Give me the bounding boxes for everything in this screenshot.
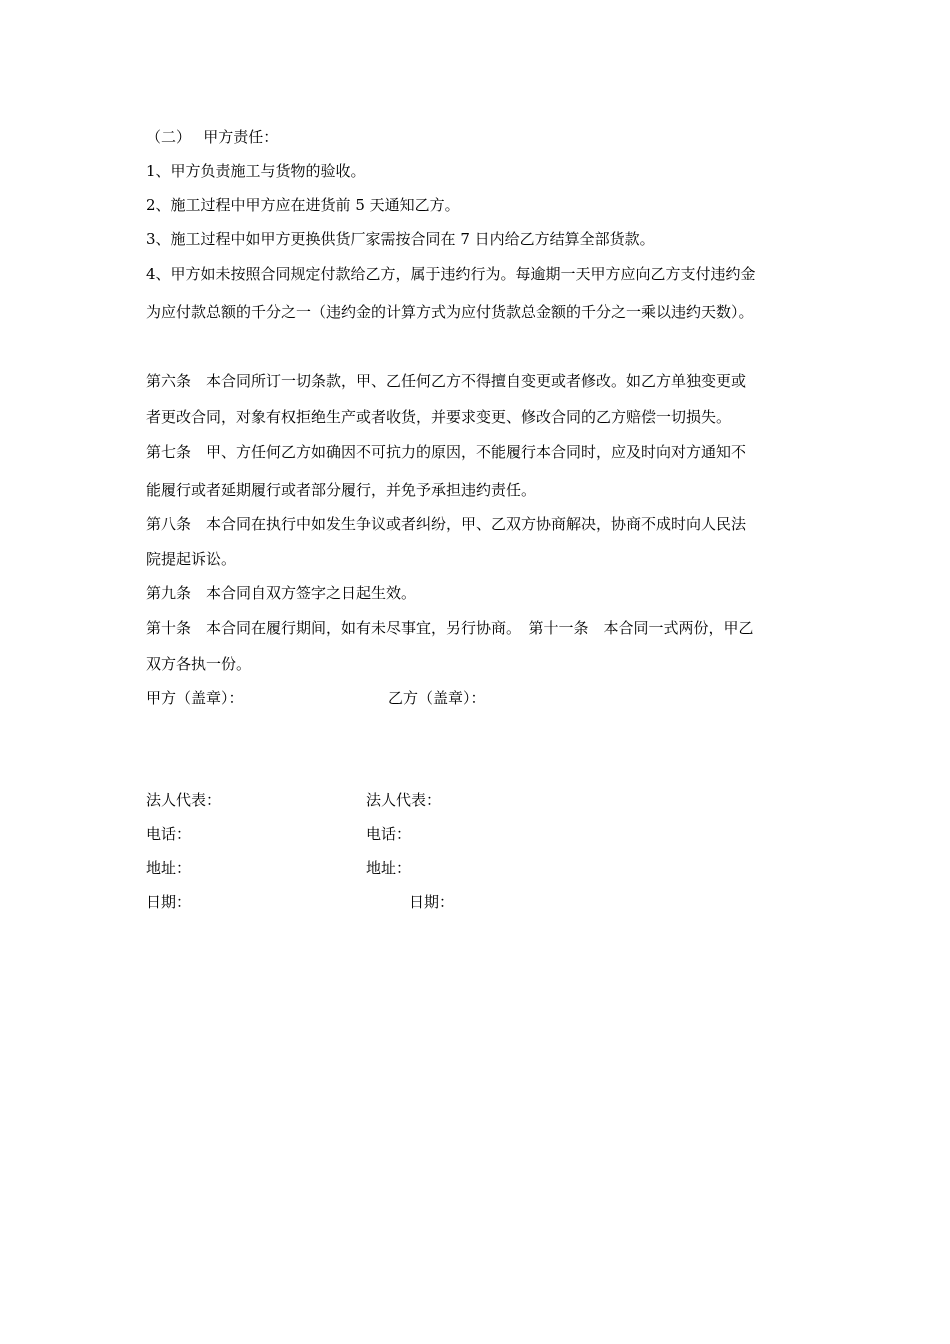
party-b-address-label: 地址：	[366, 859, 412, 877]
party-a-rep-label: 法人代表：	[146, 791, 222, 809]
party-a-date-label: 日期：	[146, 893, 192, 911]
clause-3: 3、施工过程中如甲方更换供货厂家需按合同在 7 日内给乙方结算全部货款。	[146, 230, 655, 248]
section-heading: （二） 甲方责任：	[146, 128, 279, 146]
article-6-line-1: 第六条 本合同所订一切条款，甲、乙任何乙方不得擅自变更或者修改。如乙方单独变更或	[146, 372, 747, 390]
party-a-phone-label: 电话：	[146, 825, 192, 843]
article-9: 第九条 本合同自双方签字之日起生效。	[146, 584, 417, 602]
article-10-line-2: 双方各执一份。	[146, 655, 252, 673]
article-10-line-1: 第十条 本合同在履行期间，如有未尽事宜，另行协商。 第十一条 本合同一式两份，甲乙	[146, 619, 754, 637]
party-b-seal-label: 乙方（盖章）：	[388, 689, 486, 707]
clause-1: 1、甲方负责施工与货物的验收。	[146, 162, 366, 180]
clause-2: 2、施工过程中甲方应在进货前 5 天通知乙方。	[146, 196, 460, 214]
party-a-seal-label: 甲方（盖章）：	[146, 689, 244, 707]
article-7-line-1: 第七条 甲、方任何乙方如确因不可抗力的原因，不能履行本合同时，应及时向对方通知不	[146, 443, 747, 461]
clause-4-line-1: 4、甲方如未按照合同规定付款给乙方，属于违约行为。每逾期一天甲方应向乙方支付违约金	[146, 265, 756, 283]
party-b-phone-label: 电话：	[366, 825, 412, 843]
article-7-line-2: 能履行或者延期履行或者部分履行，并免予承担违约责任。	[146, 481, 537, 499]
article-6-line-2: 者更改合同，对象有权拒绝生产或者收货，并要求变更、修改合同的乙方赔偿一切损失。	[146, 408, 732, 426]
party-b-rep-label: 法人代表：	[366, 791, 442, 809]
clause-4-line-2: 为应付款总额的千分之一（违约金的计算方式为应付货款总金额的千分之一乘以违约天数）。	[146, 303, 754, 321]
article-8-line-1: 第八条 本合同在执行中如发生争议或者纠纷，甲、乙双方协商解决，协商不成时向人民法	[146, 515, 747, 533]
party-b-date-label: 日期：	[409, 893, 455, 911]
article-8-line-2: 院提起诉讼。	[146, 550, 237, 568]
party-a-address-label: 地址：	[146, 859, 192, 877]
